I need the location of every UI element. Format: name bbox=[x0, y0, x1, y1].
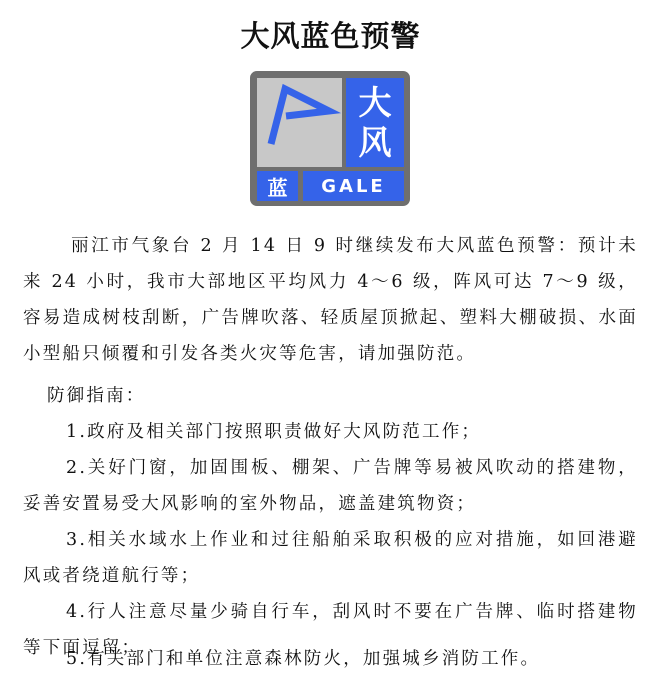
icon-english-label: GALE bbox=[303, 171, 404, 201]
page-title: 大风蓝色预警 bbox=[240, 19, 421, 53]
guide-item: 4.行人注意尽量少骑自行车，刮风时不要在广告牌、临时搭建物等下面逗留； bbox=[23, 602, 638, 658]
guide-item: 2.关好门窗，加固围板、棚架、广告牌等易被风吹动的搭建物，妥善安置易受大风影响的室外物品，遮盖建筑物资； bbox=[23, 458, 638, 514]
icon-name-label: 大 风 bbox=[346, 78, 404, 167]
guide-item: 1.政府及相关部门按照职责做好大风防范工作； bbox=[66, 422, 482, 442]
wind-flag-icon bbox=[257, 78, 342, 167]
guide-item: 3.相关水域水上作业和过往船舶采取积极的应对措施，如回港避风或者绕道航行等； bbox=[23, 530, 638, 586]
warning-paragraph: 丽江市气象台 2 月 14 日 9 时继续发布大风蓝色预警：预计未来 24 小时，我市大部地区平均风力 4～6 级，阵风可达 7～9 级，容易造成树枝刮断，广告牌吹落、轻质屋顶掀起、塑料大棚破损、水面小型船只倾覆和引发各类火灾等危害，请加强防范。 bbox=[23, 236, 638, 364]
guide-heading: 防御指南： bbox=[47, 386, 146, 406]
icon-level-label: 蓝 bbox=[257, 171, 298, 201]
gale-blue-warning-icon bbox=[250, 71, 410, 206]
guide-item: 5.有关部门和单位注意森林防火，加强城乡消防工作。 bbox=[66, 649, 541, 669]
